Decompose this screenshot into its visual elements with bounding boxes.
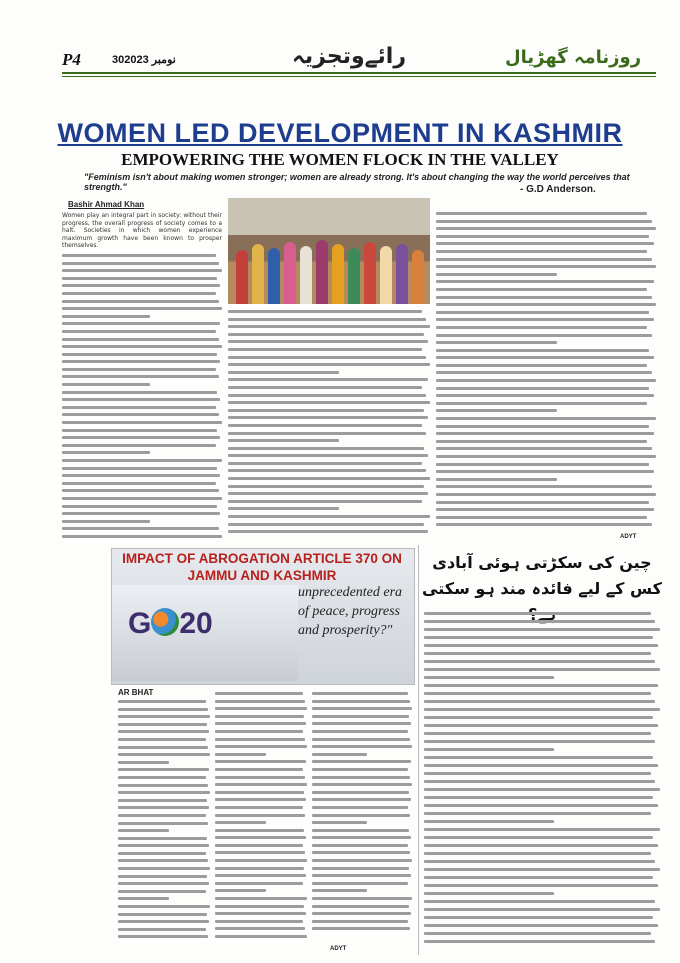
- text-line: [424, 676, 554, 679]
- text-line: [436, 235, 649, 238]
- text-line: [312, 700, 410, 703]
- text-line: [424, 620, 655, 623]
- text-line: [424, 908, 660, 911]
- text-line: [424, 652, 651, 655]
- text-line: [424, 916, 653, 919]
- text-line: [228, 363, 430, 366]
- text-line: [424, 724, 658, 727]
- text-line: [118, 791, 210, 794]
- text-line: [215, 836, 306, 839]
- text-line: [228, 333, 424, 336]
- text-line: [424, 740, 655, 743]
- text-line: [215, 722, 306, 725]
- text-line: [424, 668, 660, 671]
- text-line: [62, 497, 222, 500]
- text-line: [62, 322, 220, 325]
- text-line: [62, 474, 220, 477]
- section-title: رائےوتجزیہ: [292, 44, 406, 69]
- text-line: [215, 905, 304, 908]
- text-line: [62, 307, 222, 310]
- text-line: [436, 432, 654, 435]
- text-line: [436, 227, 656, 230]
- text-line: [62, 300, 219, 303]
- text-line: [62, 277, 217, 280]
- text-line: [228, 318, 426, 321]
- text-line: [62, 535, 222, 538]
- text-line: [62, 505, 217, 508]
- article1-headline: WOMEN LED DEVELOPMENT IN KASHMIR: [57, 118, 623, 148]
- text-line: [215, 889, 266, 892]
- article2-column-2: [215, 692, 307, 950]
- text-line: [62, 292, 216, 295]
- text-line: [424, 900, 655, 903]
- text-line: [436, 402, 647, 405]
- text-line: [228, 515, 430, 518]
- text-line: [436, 470, 654, 473]
- text-line: [312, 791, 409, 794]
- text-line: [436, 280, 654, 283]
- text-line: [312, 821, 367, 824]
- text-line: [62, 512, 220, 515]
- text-line: [118, 730, 209, 733]
- text-line: [62, 520, 150, 523]
- text-line: [436, 387, 649, 390]
- text-line: [436, 364, 647, 367]
- text-line: [436, 425, 649, 428]
- article2-headline: IMPACT OF ABROGATION ARTICLE 370 ON JAMMU AND KASHMIR: [122, 551, 402, 583]
- text-line: [228, 401, 430, 404]
- text-line: [424, 716, 653, 719]
- text-line: [312, 738, 410, 741]
- text-line: [436, 508, 654, 511]
- text-line: [62, 254, 216, 257]
- text-line: [62, 398, 220, 401]
- text-line: [312, 844, 408, 847]
- text-line: [215, 935, 307, 938]
- text-line: [436, 455, 656, 458]
- text-line: [118, 746, 208, 749]
- text-line: [62, 262, 219, 265]
- text-line: [436, 485, 652, 488]
- text-line: [228, 386, 422, 389]
- text-line: [424, 876, 653, 879]
- text-line: [424, 844, 658, 847]
- text-line: [228, 523, 424, 526]
- text-line: [424, 660, 655, 663]
- text-line: [424, 892, 554, 895]
- text-line: [424, 820, 554, 823]
- text-line: [62, 360, 220, 363]
- text-line: [228, 371, 339, 374]
- text-line: [312, 859, 412, 862]
- text-line: [215, 806, 303, 809]
- text-line: [228, 416, 428, 419]
- text-line: [215, 715, 304, 718]
- text-line: [62, 345, 222, 348]
- article2-pull-quote: unprecedented era of peace, progress and prosperity?": [298, 585, 403, 638]
- text-line: [312, 836, 411, 839]
- text-line: [228, 500, 422, 503]
- text-line: [436, 371, 652, 374]
- text-line: [62, 338, 219, 341]
- text-line: [436, 303, 656, 306]
- g20-photo: [112, 585, 298, 681]
- text-line: [436, 349, 649, 352]
- text-line: [312, 814, 410, 817]
- text-line: [62, 467, 217, 470]
- text-line: [228, 507, 339, 510]
- text-line: [312, 753, 367, 756]
- text-line: [436, 296, 652, 299]
- text-line: [118, 723, 207, 726]
- text-line: [312, 829, 409, 832]
- text-line: [118, 708, 208, 711]
- text-line: [436, 516, 647, 519]
- text-line: [312, 783, 412, 786]
- text-line: [312, 760, 411, 763]
- article1-column-2: [228, 310, 430, 542]
- text-line: [436, 440, 647, 443]
- text-line: [312, 745, 412, 748]
- text-line: [424, 940, 655, 943]
- text-line: [118, 784, 208, 787]
- text-line: [312, 768, 408, 771]
- text-line: [62, 436, 220, 439]
- text-line: [424, 692, 651, 695]
- text-line: [424, 700, 655, 703]
- text-line: [118, 852, 206, 855]
- text-line: [215, 851, 305, 854]
- text-line: [118, 806, 209, 809]
- text-line: [436, 409, 557, 412]
- text-line: [215, 745, 307, 748]
- text-line: [424, 780, 655, 783]
- text-line: [436, 379, 656, 382]
- text-line: [228, 439, 339, 442]
- text-line: [424, 924, 658, 927]
- text-line: [62, 391, 217, 394]
- text-line: [312, 798, 411, 801]
- text-line: [312, 897, 412, 900]
- article3-headline: چین کی سکڑتی ہوئی آبادی کس کے لیے فائدہ مند ہو سکتی: [422, 553, 662, 598]
- text-line: [62, 284, 220, 287]
- text-line: [118, 897, 169, 900]
- text-line: [215, 768, 303, 771]
- text-line: [215, 791, 304, 794]
- article1-end-mark: ADYT: [620, 534, 637, 540]
- text-line: [436, 250, 647, 253]
- text-line: [215, 760, 306, 763]
- text-line: [228, 492, 428, 495]
- text-line: [118, 837, 207, 840]
- article1-column-1: [62, 212, 222, 542]
- text-line: [436, 326, 647, 329]
- text-line: [312, 730, 408, 733]
- text-line: [424, 812, 651, 815]
- text-line: [118, 715, 210, 718]
- text-line: [228, 310, 422, 313]
- text-line: [228, 424, 422, 427]
- text-line: [118, 753, 210, 756]
- text-line: [312, 920, 408, 923]
- text-line: [436, 311, 649, 314]
- text-line: [228, 409, 424, 412]
- text-line: [228, 477, 430, 480]
- text-line: [215, 927, 305, 930]
- text-line: [312, 715, 409, 718]
- text-line: [215, 882, 303, 885]
- text-line: [62, 375, 219, 378]
- text-line: [118, 890, 206, 893]
- text-line: [436, 417, 656, 420]
- text-line: [312, 905, 409, 908]
- text-line: [424, 772, 651, 775]
- article1-photo: [228, 198, 430, 304]
- text-line: [228, 469, 426, 472]
- text-line: [424, 708, 660, 711]
- text-line: [436, 523, 652, 526]
- article3-body: [424, 612, 660, 952]
- g20-logo: G 20: [128, 607, 213, 640]
- text-line: [215, 738, 305, 741]
- text-line: [215, 700, 305, 703]
- text-line: [62, 459, 222, 462]
- issue-date: 30نومبر 2023: [112, 54, 176, 66]
- text-line: [118, 867, 210, 870]
- text-line: [62, 527, 219, 530]
- text-line: [62, 451, 150, 454]
- masthead-rule-thin: [62, 76, 656, 77]
- text-line: [436, 501, 649, 504]
- text-line: [436, 463, 649, 466]
- text-line: [118, 776, 206, 779]
- column-divider: [418, 545, 419, 955]
- text-line: [118, 738, 206, 741]
- text-line: [215, 859, 307, 862]
- text-line: [118, 829, 169, 832]
- text-line: [62, 368, 216, 371]
- text-line: [62, 444, 216, 447]
- text-line: [215, 844, 303, 847]
- text-line: [215, 867, 304, 870]
- text-line: [215, 692, 303, 695]
- text-line: [312, 722, 411, 725]
- text-line: [215, 814, 305, 817]
- text-line: [312, 692, 408, 695]
- text-line: [215, 920, 303, 923]
- text-line: [312, 776, 410, 779]
- text-line: [62, 429, 217, 432]
- text-line: [312, 806, 408, 809]
- article2-end-mark: ADYT: [330, 946, 347, 952]
- text-line: [228, 447, 424, 450]
- text-line: [215, 821, 266, 824]
- newspaper-name: روزنامہ گھڑیال: [505, 47, 642, 68]
- text-line: [215, 783, 307, 786]
- text-line: [118, 822, 208, 825]
- article1-subhead: EMPOWERING THE WOMEN FLOCK IN THE VALLEY: [121, 150, 559, 169]
- text-line: [436, 220, 652, 223]
- text-line: [436, 356, 654, 359]
- text-line: [312, 912, 411, 915]
- text-line: [436, 265, 656, 268]
- text-line: [312, 927, 410, 930]
- text-line: [424, 852, 651, 855]
- text-line: [215, 874, 306, 877]
- text-line: [436, 288, 647, 291]
- text-line: [118, 799, 207, 802]
- text-line: [62, 315, 150, 318]
- text-line: [118, 814, 206, 817]
- text-line: [118, 761, 169, 764]
- article1-column-3: [436, 212, 656, 532]
- text-line: [228, 485, 424, 488]
- text-line: [118, 928, 206, 931]
- text-line: [118, 905, 210, 908]
- masthead-rule: [62, 72, 656, 74]
- text-line: [215, 753, 266, 756]
- text-line: [215, 730, 303, 733]
- text-line: [424, 868, 660, 871]
- text-line: [424, 884, 658, 887]
- text-line: [215, 776, 305, 779]
- text-line: [424, 796, 653, 799]
- text-line: [424, 788, 660, 791]
- text-line: [228, 454, 428, 457]
- text-line: [215, 897, 307, 900]
- text-line: [62, 482, 216, 485]
- text-line: [436, 212, 647, 215]
- text-line: [62, 383, 150, 386]
- text-line: [436, 447, 652, 450]
- text-line: [228, 340, 428, 343]
- text-line: [228, 325, 430, 328]
- text-line: [118, 859, 208, 862]
- page-number: P4: [62, 50, 81, 69]
- text-line: [424, 748, 554, 751]
- text-line: [312, 882, 408, 885]
- text-line: [118, 882, 209, 885]
- text-line: [228, 394, 426, 397]
- text-line: [424, 644, 658, 647]
- text-line: [118, 844, 209, 847]
- text-line: [424, 932, 651, 935]
- text-line: [436, 394, 654, 397]
- text-line: [312, 889, 367, 892]
- text-line: [424, 612, 651, 615]
- text-line: [424, 836, 653, 839]
- article1-lead: Women play an integral part in society: without their progress, the overall progress of society comes to a halt. Societies in which women experience maximum growth have been known to prosper themselves.: [62, 212, 222, 250]
- text-line: [62, 269, 222, 272]
- text-line: [424, 756, 653, 759]
- text-line: [62, 421, 222, 424]
- text-line: [62, 330, 216, 333]
- text-line: [436, 273, 557, 276]
- text-line: [424, 764, 658, 767]
- text-line: [436, 242, 654, 245]
- article2-column-3: [312, 692, 412, 940]
- article1-byline: Bashir Ahmad Khan: [68, 200, 145, 209]
- article2-column-1: [118, 700, 210, 950]
- article1-quote: "Feminism isn't about making women stronger; women are already strong. It's about changing the way the world perceives that strength.": [84, 172, 630, 192]
- text-line: [118, 913, 207, 916]
- text-line: [118, 700, 206, 703]
- text-line: [424, 684, 658, 687]
- text-line: [436, 493, 656, 496]
- text-line: [62, 413, 219, 416]
- text-line: [62, 353, 217, 356]
- text-line: [215, 798, 306, 801]
- text-line: [312, 851, 410, 854]
- text-line: [436, 334, 652, 337]
- text-line: [424, 636, 653, 639]
- text-line: [424, 828, 660, 831]
- text-line: [312, 874, 411, 877]
- article1-quote-attribution: - G.D Anderson.: [520, 184, 596, 195]
- text-line: [228, 462, 422, 465]
- text-line: [118, 935, 208, 938]
- text-line: [62, 406, 216, 409]
- text-line: [228, 530, 428, 533]
- text-line: [312, 707, 412, 710]
- text-line: [436, 341, 557, 344]
- text-line: [312, 867, 409, 870]
- masthead: [0, 0, 680, 80]
- text-line: [228, 378, 428, 381]
- text-line: [215, 707, 307, 710]
- text-line: [215, 829, 304, 832]
- text-line: [62, 489, 219, 492]
- text-line: [436, 478, 557, 481]
- text-line: [228, 348, 422, 351]
- text-line: [118, 768, 209, 771]
- text-line: [228, 432, 426, 435]
- article2-byline: AR BHAT: [118, 688, 154, 697]
- text-line: [424, 732, 651, 735]
- text-line: [215, 912, 306, 915]
- text-line: [118, 875, 207, 878]
- text-line: [424, 804, 658, 807]
- text-line: [424, 628, 660, 631]
- text-line: [228, 356, 426, 359]
- text-line: [436, 318, 654, 321]
- text-line: [436, 258, 652, 261]
- text-line: [424, 860, 655, 863]
- text-line: [118, 920, 209, 923]
